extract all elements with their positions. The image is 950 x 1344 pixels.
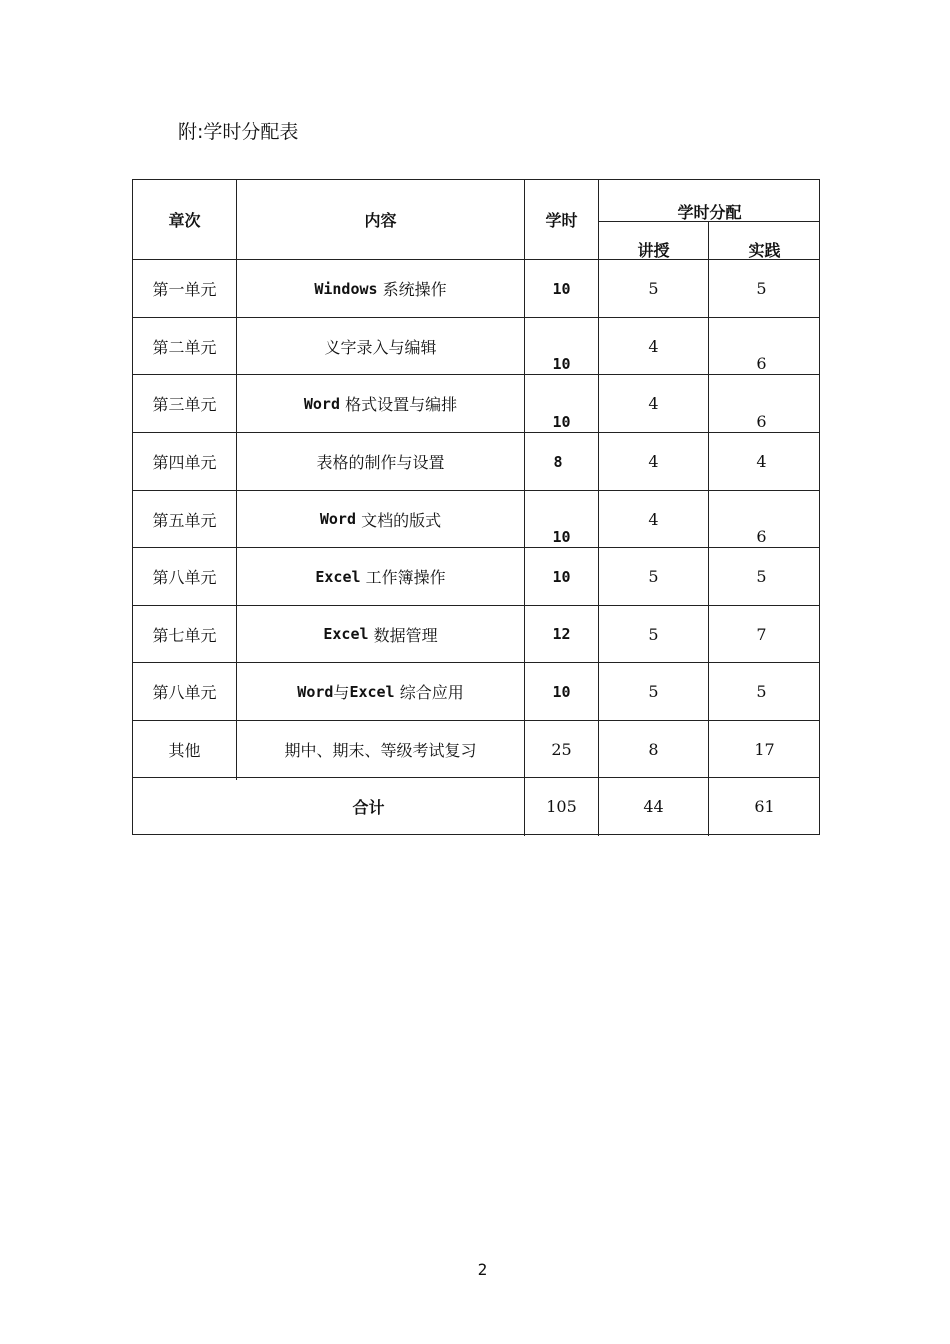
row-3-chapter: 第三单元 xyxy=(152,395,217,414)
row-9-lecture: 8 xyxy=(648,739,659,759)
row-7-hours: 12 xyxy=(552,625,571,643)
page-number: 2 xyxy=(477,1260,488,1279)
total-practice: 61 xyxy=(754,797,775,816)
row-6-chapter: 第八单元 xyxy=(152,568,217,587)
content-text: 格式设置与编排 xyxy=(345,395,458,414)
row-5-content xyxy=(237,491,524,547)
total-lecture: 44 xyxy=(643,797,664,816)
row-1-hours: 10 xyxy=(552,279,571,298)
row-1-content xyxy=(237,260,524,317)
row-7-content xyxy=(237,606,524,662)
content-keyword: Excel xyxy=(323,625,369,643)
row-3-practice: 6 xyxy=(756,412,767,431)
row-4-practice: 4 xyxy=(756,452,767,471)
row-9-chapter: 其他 xyxy=(168,740,201,760)
content-keyword: Excel xyxy=(315,567,361,586)
content-keyword: Word xyxy=(319,510,356,528)
header-chapter: 章次 xyxy=(168,211,201,230)
row-4-chapter: 第四单元 xyxy=(152,453,217,472)
row-5-hours: 10 xyxy=(552,528,571,546)
content-text: 文档的版式 xyxy=(361,510,442,530)
row-6-practice: 5 xyxy=(756,567,767,586)
row-5-chapter: 第五单元 xyxy=(152,510,217,530)
row-1-lecture: 5 xyxy=(648,279,659,298)
total-label: 合计 xyxy=(352,798,385,817)
content-keyword: Excel xyxy=(349,682,395,701)
row-2-chapter: 第二单元 xyxy=(152,337,217,357)
row-6-hours: 10 xyxy=(552,567,571,586)
row-4-hours: 8 xyxy=(553,452,563,471)
row-4-content: 表格的制作与设置 xyxy=(316,453,445,472)
row-9-hours: 25 xyxy=(551,739,572,759)
total-hours: 105 xyxy=(546,797,577,816)
row-7-lecture: 5 xyxy=(648,624,659,644)
row-7-practice: 7 xyxy=(756,624,767,644)
header-practice: 实践 xyxy=(748,240,781,260)
row-4-lecture: 4 xyxy=(648,452,659,471)
hours-allocation-table xyxy=(132,179,820,835)
row-3-lecture: 4 xyxy=(648,394,659,413)
row-6-content xyxy=(237,548,524,605)
row-1-practice: 5 xyxy=(756,279,767,298)
row-3-hours: 10 xyxy=(552,413,571,431)
row-8-chapter: 第八单元 xyxy=(152,683,217,702)
header-allocation: 学时分配 xyxy=(677,202,742,222)
row-8-content xyxy=(237,663,524,720)
header-content: 内容 xyxy=(364,211,397,230)
row-7-chapter: 第七单元 xyxy=(152,625,217,645)
row-9-content: 期中、期末、等级考试复习 xyxy=(284,740,477,760)
content-text: 数据管理 xyxy=(373,625,438,645)
content-text: 工作簿操作 xyxy=(365,568,446,587)
content-keyword: Windows xyxy=(314,279,378,298)
content-text: 系统操作 xyxy=(382,280,447,299)
row-8-hours: 10 xyxy=(552,682,571,701)
header-lecture: 讲授 xyxy=(637,240,670,260)
row-6-lecture: 5 xyxy=(648,567,659,586)
content-text: 综合应用 xyxy=(399,683,464,702)
row-5-lecture: 4 xyxy=(648,509,659,529)
row-2-practice: 6 xyxy=(756,354,767,373)
row-2-lecture: 4 xyxy=(648,336,659,356)
row-2-content: 义字录入与编辑 xyxy=(324,337,437,357)
page-heading: 附:学时分配表 xyxy=(178,121,299,143)
row-3-content xyxy=(237,375,524,432)
content-text: 与 xyxy=(333,683,350,702)
row-2-hours: 10 xyxy=(552,355,571,373)
content-keyword: Word xyxy=(303,394,340,413)
row-8-lecture: 5 xyxy=(648,682,659,701)
row-9-practice: 17 xyxy=(754,739,775,759)
row-8-practice: 5 xyxy=(756,682,767,701)
header-hours: 学时 xyxy=(545,211,578,230)
row-5-practice: 6 xyxy=(756,527,767,546)
content-keyword: Word xyxy=(297,682,334,701)
row-1-chapter: 第一单元 xyxy=(152,280,217,299)
